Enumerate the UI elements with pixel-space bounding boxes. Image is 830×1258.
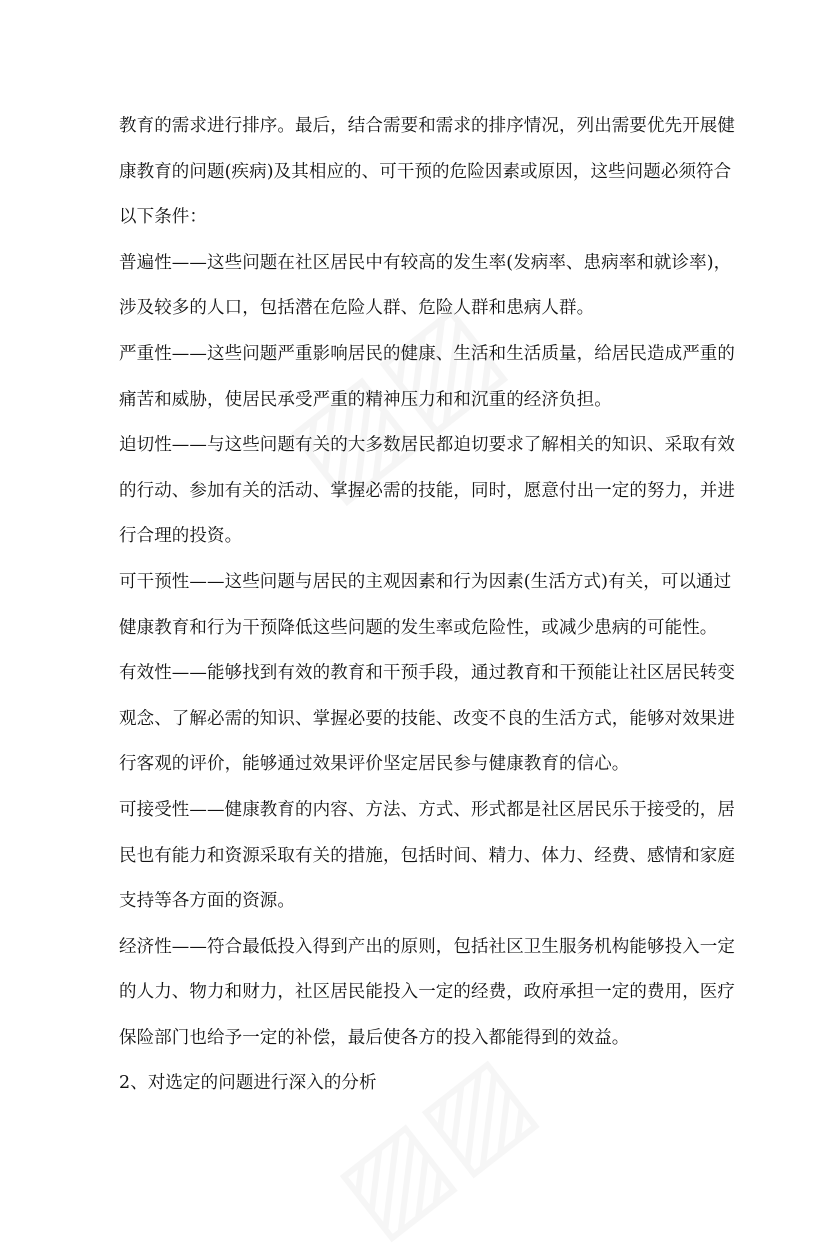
text-line: 严重性——这些问题严重影响居民的健康、生活和生活质量，给居民造成严重的 xyxy=(119,343,735,364)
text-line: 可干预性——这些问题与居民的主观因素和行为因素(生活方式)有关，可以通过 xyxy=(119,571,732,592)
text-line: 教育的需求进行排序。最后，结合需要和需求的排序情况，列出需要优先开展健 xyxy=(119,116,735,136)
text-line: 行客观的评价，能够通过效果评价坚定居民参与健康教育的信心。 xyxy=(119,754,630,775)
text-line: 行合理的投资。 xyxy=(119,526,243,547)
document-body xyxy=(119,104,735,1107)
section-heading: 2、对选定的问题进行深入的分析 xyxy=(119,1073,377,1094)
text-line: 可接受性——健康教育的内容、方法、方式、形式都是社区居民乐于接受的，居 xyxy=(119,799,735,820)
text-line: 痛苦和威胁，使居民承受严重的精神压力和和沉重的经济负担。 xyxy=(119,389,612,410)
text-line: 以下条件： xyxy=(119,207,207,228)
text-line: 民也有能力和资源采取有关的措施，包括时间、精力、体力、经费、感情和家庭 xyxy=(119,845,735,866)
text-line: 有效性——能够找到有效的教育和干预手段，通过教育和干预能让社区居民转变 xyxy=(119,663,735,684)
text-line: 健康教育和行为干预降低这些问题的发生率或危险性，或减少患病的可能性。 xyxy=(119,617,718,638)
text-line: 涉及较多的人口，包括潜在危险人群、危险人群和患病人群。 xyxy=(119,298,595,319)
text-line: 迫切性——与这些问题有关的大多数居民都迫切要求了解相关的知识、采取有效 xyxy=(119,435,735,456)
text-line: 支持等各方面的资源。 xyxy=(119,891,295,912)
text-line: 普遍性——这些问题在社区居民中有较高的发生率(发病率、患病率和就诊率)， xyxy=(119,252,732,273)
text-line: 观念、了解必需的知识、掌握必要的技能、改变不良的生活方式，能够对效果进 xyxy=(119,708,735,729)
text-line: 经济性——符合最低投入得到产出的原则，包括社区卫生服务机构能够投入一定 xyxy=(119,936,735,957)
text-line: 康教育的问题(疾病)及其相应的、可干预的危险因素或原因，这些问题必须符合 xyxy=(119,161,732,182)
text-line: 的人力、物力和财力，社区居民能投入一定的经费，政府承担一定的费用，医疗 xyxy=(119,982,735,1003)
text-line: 的行动、参加有关的活动、掌握必需的技能，同时，愿意付出一定的努力，并进 xyxy=(119,480,735,501)
text-line: 保险部门也给予一定的补偿，最后使各方的投入都能得到的效益。 xyxy=(119,1027,630,1048)
